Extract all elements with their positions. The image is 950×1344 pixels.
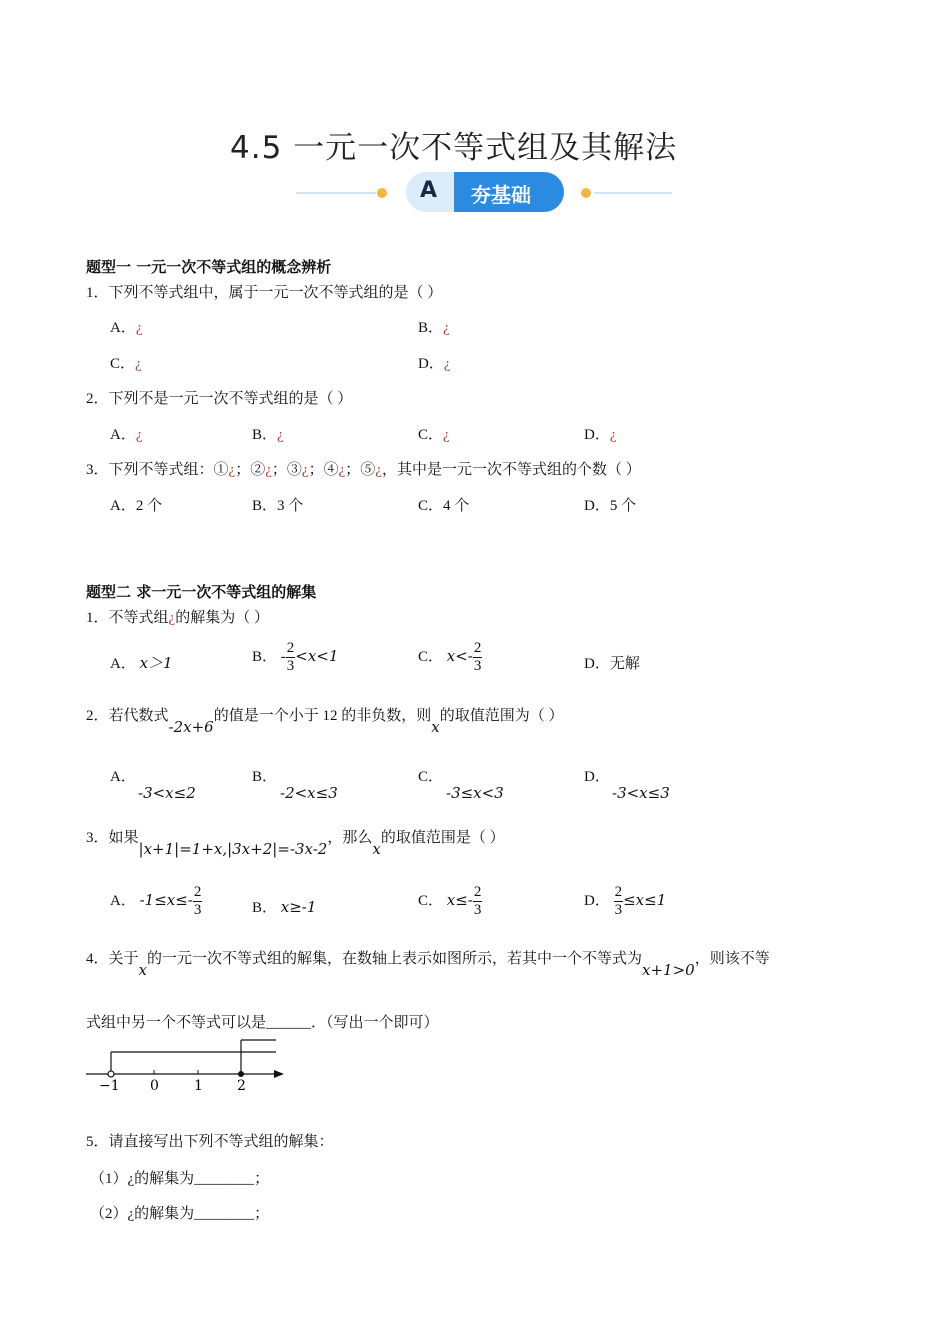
broken-formula-glyph: ¿: [135, 356, 142, 372]
number-line-figure: [84, 1036, 294, 1096]
broken-formula-glyph: ¿: [443, 320, 450, 336]
s2-q3-option-c: C． x≤- $\frac{2}{3}$: [418, 884, 482, 918]
s1-q3-option-a: A．2 个: [110, 498, 163, 514]
s2-q1-option-b: B． - $\frac{2}{3}$ <x<1: [252, 640, 339, 674]
s2-q5-part2: （2）¿的解集为________；: [90, 1206, 270, 1222]
badge-text: 夯基础: [471, 183, 531, 207]
s1-q3-option-d: D．5 个: [584, 498, 637, 514]
s2-q3-option-a: A． -1≤x≤- $\frac{2}{3}$: [110, 884, 202, 918]
badge-letter: A: [420, 178, 438, 203]
s1-q1-stem: [86, 281, 442, 302]
s1-q3-stem: 3．下列不等式组：①¿；②¿；③¿；④¿；⑤¿，其中是一元一次不等式组的个数（ ）: [86, 462, 641, 478]
s1-q2-option-b: B．¿: [252, 427, 284, 443]
s2-q1-option-c: C． x<- $\frac{2}{3}$: [418, 640, 482, 674]
s2-q1-option-d: D．无解: [584, 656, 640, 672]
s1-q2-option-a: A．¿: [110, 427, 143, 443]
s2-q3-option-d: D． $\frac{2}{3}$ ≤x≤1: [584, 884, 667, 918]
s2-q5-part1: （1）¿的解集为________；: [90, 1171, 270, 1187]
broken-formula-glyph: ¿: [443, 356, 451, 372]
tick-label-0: 0: [150, 1078, 159, 1094]
s1-q3-option-c: C．4 个: [418, 498, 470, 514]
s2-q2-option-a: A． -3<x≤2: [110, 769, 196, 802]
s1-q2-option-d: D．¿: [584, 427, 617, 443]
section2-title: 题型二 求一元一次不等式组的解集: [86, 583, 317, 601]
section1-title: 题型一 一元一次不等式组的概念辨析: [86, 258, 332, 276]
s2-q4-line2: 式组中另一个不等式可以是______．（写出一个即可）: [86, 1015, 439, 1031]
question-text: 下列不等式组中，属于一元一次不等式组的是（ ）: [108, 285, 443, 301]
s1-q3-option-b: B．3 个: [252, 498, 304, 514]
s2-q2-option-b: B． -2<x≤3: [252, 769, 338, 802]
s1-q1-option-a: A．¿: [110, 320, 143, 336]
s2-q1-option-a: A． x＞1: [110, 654, 173, 672]
number-line-svg: [84, 1036, 294, 1096]
tick-label-2: 2: [237, 1078, 246, 1094]
s2-q1-stem: 1．不等式组¿的解集为（ ）: [86, 610, 269, 626]
s2-q5-stem: 5．请直接写出下列不等式组的解集：: [86, 1134, 334, 1150]
tick-label-neg1: −1: [99, 1078, 120, 1094]
s2-q3-option-b: B． x≥-1: [252, 898, 317, 916]
s2-q2-option-d: D． -3<x≤3: [584, 769, 670, 802]
s2-q4-stem: 4．关于x的一元一次不等式组的解集，在数轴上表示如图所示，若其中一个不等式为x+1>0，则该不等: [86, 951, 770, 979]
s2-q2-option-c: C． -3≤x<3: [418, 769, 504, 802]
broken-formula-glyph: ¿: [135, 320, 143, 336]
page-title: 4.5 一元一次不等式组及其解法: [230, 130, 678, 166]
s1-q1-option-c: C．¿: [110, 356, 142, 372]
section-badge: [296, 170, 672, 214]
tick-label-1: 1: [194, 1078, 203, 1094]
s2-q3-stem: 3．如果|x+1|=1+x,|3x+2|=-3x-2，那么x的取值范围是（ ）: [86, 830, 505, 858]
s1-q2-option-c: C．¿: [418, 427, 450, 443]
s2-q2-stem: 2．若代数式-2x+6的值是一个小于 12 的非负数，则x的取值范围为（ ）: [86, 708, 564, 736]
question-number: 1．: [86, 285, 109, 301]
s1-q1-option-d: D．¿: [418, 356, 451, 372]
s1-q2-stem: 2．下列不是一元一次不等式组的是（ ）: [86, 391, 353, 407]
s1-q1-option-b: B．¿: [418, 320, 450, 336]
